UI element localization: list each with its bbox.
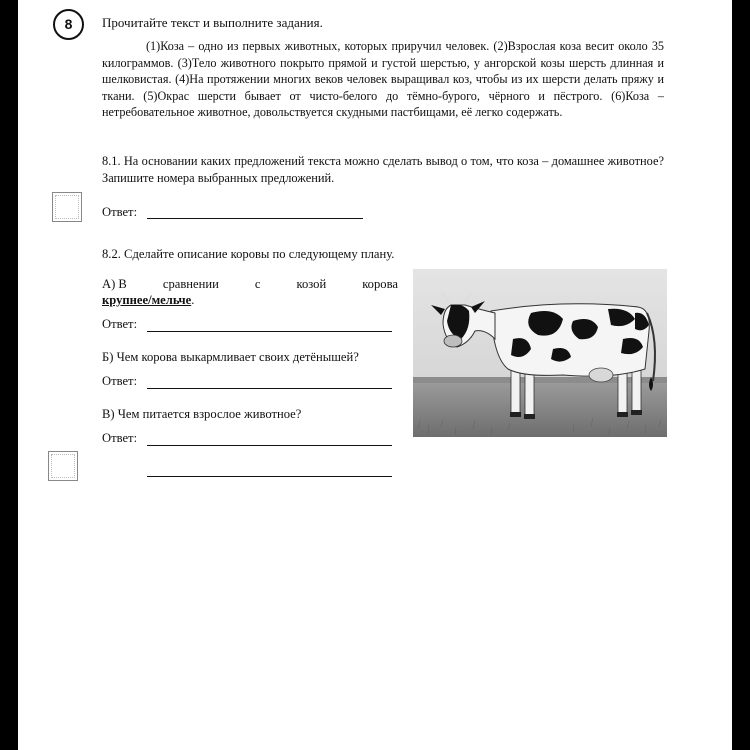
qa-tail: . xyxy=(191,293,195,307)
qa-word: А) В xyxy=(102,277,127,291)
answer-label-8-2-a: Ответ: xyxy=(102,317,138,331)
question-8-2-b: Б) Чем корова выкармливает своих детёнышей? xyxy=(102,350,359,364)
qa-word: корова xyxy=(362,277,398,291)
answer-line-8-2-b[interactable] xyxy=(147,388,392,389)
qa-word: с xyxy=(254,277,261,291)
question-8-2-c: В) Чем питается взрослое животное? xyxy=(102,407,302,421)
answer-label-8-1: Ответ: xyxy=(102,205,138,219)
worksheet-page xyxy=(18,0,732,750)
answer-line-8-2-a[interactable] xyxy=(147,331,392,332)
question-8-1: 8.1. На основании каких предложений текста можно сделать вывод о том, что коза – домашнее животное? Запишите номера выбранных предложений. xyxy=(102,154,664,185)
score-box-8-1[interactable] xyxy=(52,192,82,222)
qa-word: сравнении xyxy=(162,277,219,291)
answer-line-8-2-c[interactable] xyxy=(147,445,392,446)
qa-word: козой xyxy=(296,277,327,291)
task-number-badge: 8 xyxy=(53,9,84,40)
answer-line-8-1[interactable] xyxy=(147,218,363,219)
passage-text: (1)Коза – одно из первых животных, которых приручил человек. (2)Взрослая коза весит около 35 килограммов. (3)Тело животного покрыто прямой и густой шерстью, у ангорской козы шерсть длинная и шелковистая. (4)На протяжении многих веков человек выращивал коз, чтобы из их шерсти делать пряжу и ткани. (5)Окрас шерсти бывает от чисто-белого до тёмно-бурого, чёрного и пёстрого. (6)Коза – нетребовательное животное, довольствуется скудными пастбищами, её легко содержать. xyxy=(102,39,664,120)
task-title: Прочитайте текст и выполните задания. xyxy=(102,15,323,30)
question-8-2-a xyxy=(102,276,398,308)
question-8-2-heading: 8.2. Сделайте описание коровы по следующему плану. xyxy=(102,247,395,261)
score-box-8-2[interactable] xyxy=(48,451,78,481)
answer-line-8-2-c-extra[interactable] xyxy=(147,476,392,477)
cow-photo xyxy=(413,269,667,437)
size-choice[interactable]: крупнее/мельче xyxy=(102,293,192,307)
answer-label-8-2-b: Ответ: xyxy=(102,374,138,388)
reading-passage xyxy=(102,38,664,121)
answer-label-8-2-c: Ответ: xyxy=(102,431,138,445)
